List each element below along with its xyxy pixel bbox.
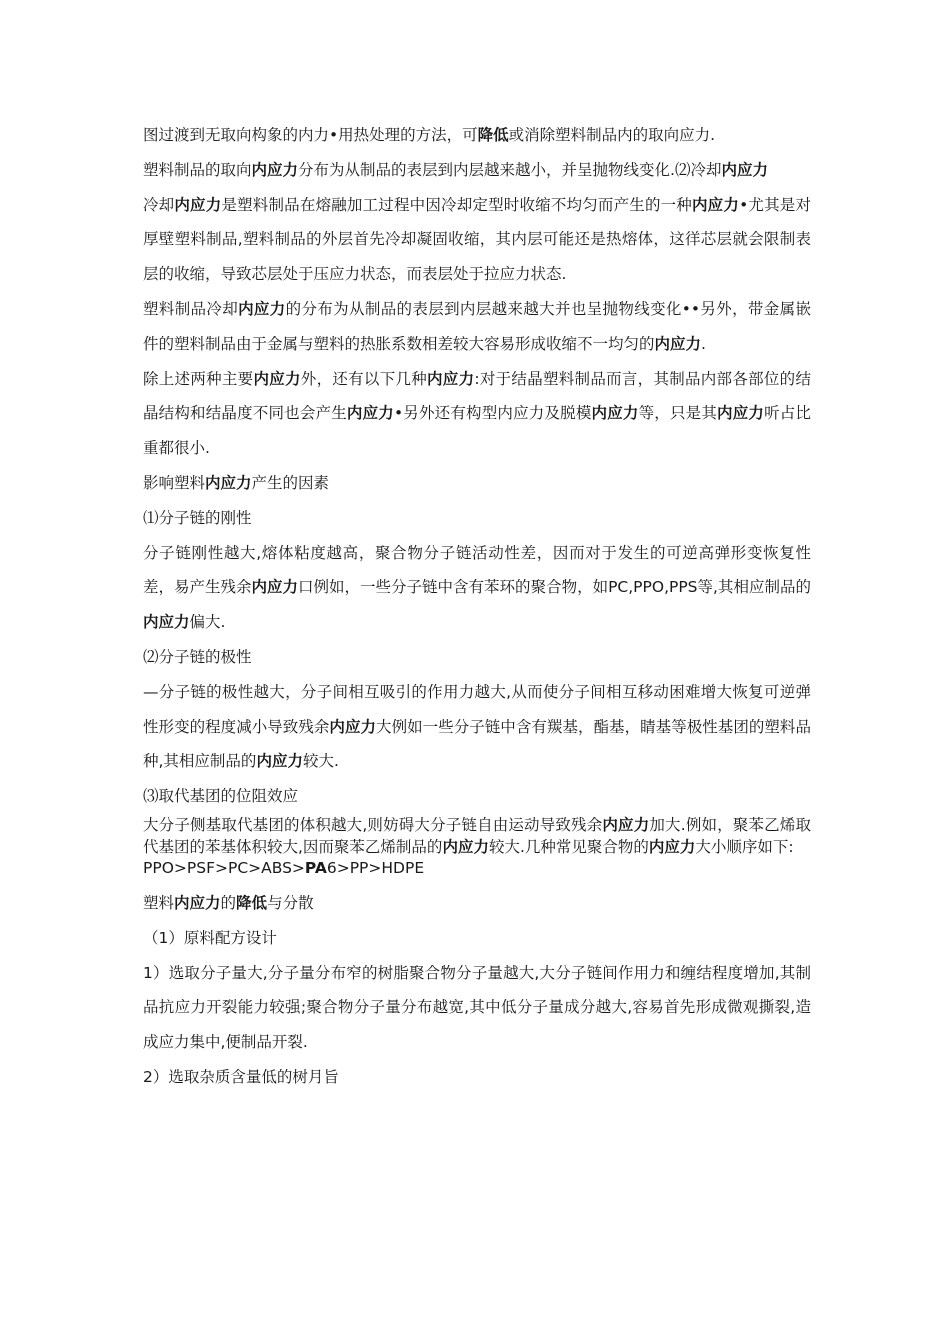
text-run: 大小顺序如下:	[695, 837, 794, 856]
bold-text: 内应力	[174, 195, 222, 214]
text-run: 口例如，一些分子链中含有苯环的聚合物，如PC,PPO,PPS等,其相应制品的	[298, 578, 811, 597]
list-item	[143, 956, 811, 1060]
paragraph	[143, 814, 811, 858]
text-run: 听占比重都很小.	[143, 404, 811, 458]
bold-text: 内应力	[427, 369, 475, 388]
text-run: 较大.几种常见聚合物的	[488, 837, 649, 856]
text-run: ⑵分子链的极性	[143, 647, 252, 666]
text-run: 的分布为从制品的表层到内层越来越大并也呈抛物线变化••另外，带金属嵌件的塑料制品由于金属与塑料的热胀系数相差较大容易形成收缩不一均匀的	[143, 299, 811, 353]
text-run: 大例如一些分子链中含有羰基，酯基，睛基等极性基团的塑料品种,其相应制品的	[143, 717, 811, 771]
text-run: 6>PP>HDPE	[326, 858, 425, 877]
bold-text: 内应力	[174, 893, 221, 912]
paragraph	[143, 292, 811, 362]
paragraph	[143, 153, 811, 188]
text-run: 是塑料制品在熔融加工过程中因冷却定型时收缩不均匀而产生的一种	[221, 195, 692, 214]
text-run: ⑶取代基团的位阻效应	[143, 787, 299, 806]
text-run: 或消除塑料制品内的取向应力.	[508, 126, 716, 144]
text-run: PPO>PSF>PC>ABS>	[143, 858, 305, 877]
text-run: （1）原料配方设计	[143, 928, 277, 947]
subsection-heading	[143, 921, 811, 956]
bold-text: 内应力	[251, 578, 299, 597]
bold-text: 内应力	[602, 815, 650, 834]
paragraph	[143, 675, 811, 779]
text-run: 塑料制品的取向	[143, 160, 252, 179]
bold-text: 内应力	[346, 404, 394, 423]
text-run: :对于结晶塑料制品而言，其制品内部各部位的结晶结构和结晶度不同也会产生	[143, 369, 811, 423]
text-run: 的	[220, 893, 237, 912]
bold-text: 内应力	[329, 717, 377, 736]
section-heading	[143, 466, 811, 501]
paragraph	[143, 118, 811, 153]
subsection-heading	[143, 501, 811, 536]
bold-text: 降低	[477, 126, 509, 144]
stress-order-formula	[143, 858, 811, 878]
bold-text: 内应力	[692, 195, 740, 214]
text-run: 影响塑料	[143, 473, 206, 492]
text-run: 大分子侧基取代基团的体积越大,则妨碍大分子链自由运动导致残余	[143, 815, 603, 834]
text-run: 塑料	[143, 893, 175, 912]
text-run: 塑料制品冷却	[143, 299, 239, 318]
text-run: •另外还有构型内应力及脱模	[393, 404, 592, 423]
bold-text: 内应力	[591, 404, 639, 423]
text-run: .	[701, 334, 706, 353]
bold-text: 内应力	[442, 837, 489, 856]
text-run: 加大.例如，聚苯乙烯取代基团的苯基体积较大,因而聚苯乙烯制品的	[143, 815, 811, 856]
text-run: •尤其是对厚壁塑料制品,塑料制品的外层首先冷却凝固收缩，其内层可能还是热熔体，这徉芯层就会限制表层的收缩，导致芯层处于压应力状态，而表层处于拉应力状态.	[143, 195, 811, 284]
list-item	[143, 1060, 811, 1095]
text-run: 分布为从制品的表层到内层越来越小，并呈抛物线变化.⑵冷却	[298, 160, 722, 179]
paragraph	[143, 188, 811, 292]
bold-text: 内应力	[238, 299, 286, 318]
text-run: 外，还有以下几种	[300, 369, 428, 388]
text-run: —分子链的极性越大，分子间相互吸引的作用力越大,从而使分子间相互移动困难增大恢复可逆弹性形变的程度减小导致残余	[143, 682, 811, 736]
bold-text: 内应力	[721, 160, 768, 179]
subsection-heading	[143, 779, 811, 814]
text-run: 除上述两种主要	[143, 369, 254, 388]
text-run: 等，只是其	[638, 404, 718, 423]
subsection-heading	[143, 640, 811, 675]
text-run: ⑴分子链的刚性	[143, 508, 252, 527]
paragraph	[143, 362, 811, 466]
text-run: 产生的因素	[251, 473, 330, 492]
bold-text: 内应力	[251, 160, 299, 179]
text-run: 图过渡到无取向构象的内力•用热处理的方法，可	[143, 126, 478, 144]
text-run: 偏大.	[189, 613, 226, 632]
bold-text: 内应力	[648, 837, 696, 856]
section-heading	[143, 886, 811, 921]
bold-text: 降低	[236, 893, 268, 912]
bold-text: PA	[304, 858, 327, 877]
bold-text: 内应力	[205, 473, 252, 492]
text-run: 较大.	[302, 752, 339, 771]
bold-text: 内应力	[253, 369, 301, 388]
bold-text: 内应力	[143, 613, 190, 632]
bold-text: 内应力	[717, 404, 765, 423]
text-run: 冷却	[143, 195, 175, 214]
bold-text: 内应力	[654, 334, 702, 353]
text-run: 1）选取分子量大,分子量分布窄的树脂聚合物分子量越大,大分子链间作用力和缠结程度增加,其制品抗应力开裂能力较强;聚合物分子量分布越宽,其中低分子量成分越大,容易首先形成微观撕裂,造成应力集中,便制品开裂.	[143, 963, 811, 1052]
document-body	[143, 118, 811, 1095]
paragraph	[143, 536, 811, 640]
text-run: 分子链刚性越大,熔体粘度越高，聚合物分子链活动性差，因而对于发生的可逆高弹形变恢复性差，易产生残余	[143, 543, 811, 597]
text-run: 2）选取杂质含量低的树月旨	[143, 1067, 339, 1086]
bold-text: 内应力	[256, 752, 303, 771]
text-run: 与分散	[267, 893, 314, 912]
